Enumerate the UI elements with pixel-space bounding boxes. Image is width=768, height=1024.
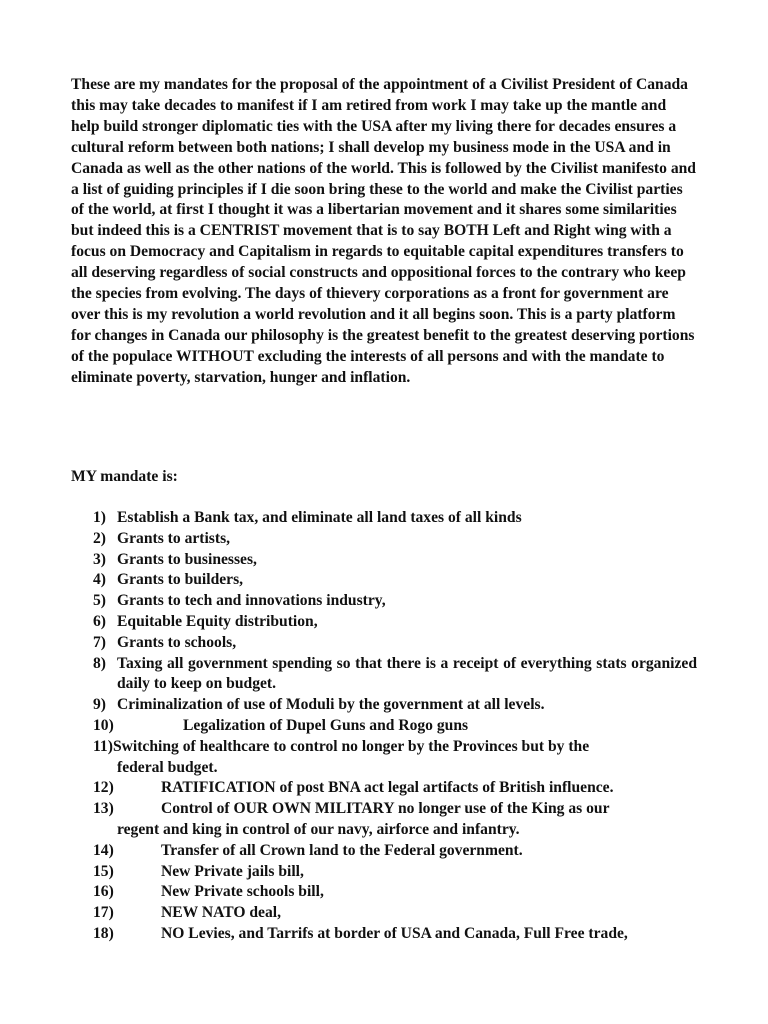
list-number: 6) bbox=[93, 612, 106, 630]
list-number: 18) bbox=[93, 924, 114, 942]
list-number: 10) bbox=[93, 716, 114, 734]
list-item bbox=[71, 654, 697, 696]
mandate-heading: MY mandate is: bbox=[71, 468, 178, 485]
list-item bbox=[71, 529, 697, 550]
list-text: Grants to artists, bbox=[117, 529, 231, 547]
list-item bbox=[71, 570, 697, 591]
list-item bbox=[71, 612, 697, 633]
list-item bbox=[71, 778, 697, 799]
list-number: 7) bbox=[93, 633, 106, 651]
list-text: New Private schools bill, bbox=[161, 883, 324, 901]
list-number: 13) bbox=[93, 800, 114, 818]
mandate-list bbox=[71, 508, 697, 945]
list-item bbox=[71, 550, 697, 571]
list-number: 14) bbox=[93, 841, 114, 859]
list-item bbox=[71, 799, 697, 841]
list-number: 1) bbox=[93, 509, 106, 526]
list-text: Criminalization of use of Moduli by the government at all levels. bbox=[117, 696, 545, 714]
list-item bbox=[71, 882, 697, 903]
list-item bbox=[71, 591, 697, 612]
list-number: 5) bbox=[93, 592, 106, 610]
list-item bbox=[71, 716, 697, 737]
list-number: 15) bbox=[93, 862, 114, 880]
list-text: Switching of healthcare to control no longer by the Provinces but by the bbox=[112, 737, 590, 755]
list-item bbox=[71, 737, 697, 779]
list-text: New Private jails bill, bbox=[161, 862, 304, 880]
list-text: NEW NATO deal, bbox=[161, 904, 282, 922]
list-text: Grants to businesses, bbox=[117, 550, 257, 568]
list-item bbox=[71, 841, 697, 862]
list-number: 17) bbox=[93, 904, 114, 922]
list-text: Equitable Equity distribution, bbox=[117, 612, 318, 630]
document-body bbox=[71, 75, 697, 389]
list-number: 3) bbox=[93, 550, 106, 568]
list-text: RATIFICATION of post BNA act legal artifacts of British influence. bbox=[161, 779, 614, 797]
list-text-continued: federal budget. bbox=[117, 758, 218, 776]
list-item bbox=[71, 903, 697, 924]
list-text: NO Levies, and Tarrifs at border of USA and Canada, Full Free trade, bbox=[161, 924, 628, 942]
list-text: Grants to builders, bbox=[117, 571, 244, 589]
list-item bbox=[71, 695, 697, 716]
list-number: 16) bbox=[93, 883, 114, 901]
list-number: 2) bbox=[93, 529, 106, 547]
list-text: Legalization of Dupel Guns and Rogo guns bbox=[183, 716, 469, 734]
list-text: Establish a Bank tax, and eliminate all land taxes of all kinds bbox=[117, 509, 522, 526]
list-number: 9) bbox=[93, 696, 106, 714]
list-text: Control of OUR OWN MILITARY no longer use of the King as our bbox=[161, 800, 610, 818]
list-item bbox=[71, 862, 697, 883]
list-number: 11) bbox=[93, 737, 113, 755]
list-number: 12) bbox=[93, 779, 114, 797]
list-number: 8) bbox=[93, 654, 106, 672]
list-item bbox=[71, 924, 697, 945]
intro-paragraph: These are my mandates for the proposal of the appointment of a Civilist President of Canada this may take decades to manifest if I am retired from work I may take up the mantle and help build stronger diplomatic ties with the USA after my living there for decades ensures a cultural reform between both nations; I shall develop my business mode in the USA and in Canada as well as the other nations of the world. This is followed by the Civilist manifesto and a list of guiding principles if I die soon bring these to the world and make the Civilist parties of the world, at first I thought it was a libertarian movement and it shares some similarities but indeed this is a CENTRIST movement that is to say BOTH Left and Right wing with a focus on Democracy and Capitalism in regards to equitable capital expenditures transfers to all deserving regardless of social constructs and oppositional forces to the contrary who keep the species from evolving. The days of thievery corporations as a front for government are over this is my revolution a world revolution and it all begins soon. This is a party platform for changes in Canada our philosophy is the greatest benefit to the greatest deserving portions of the populace WITHOUT excluding the interests of all persons and with the mandate to eliminate poverty, starvation, hunger and inflation. bbox=[71, 76, 696, 386]
list-text: Grants to schools, bbox=[117, 633, 237, 651]
list-text-continued: regent and king in control of our navy, airforce and infantry. bbox=[117, 820, 520, 838]
list-item bbox=[71, 508, 697, 529]
list-text: Transfer of all Crown land to the Federal government. bbox=[161, 841, 523, 859]
list-item bbox=[71, 633, 697, 654]
list-text: Taxing all government spending so that there is a receipt of everything stats organized daily to keep on budget. bbox=[117, 654, 697, 693]
list-text: Grants to tech and innovations industry, bbox=[117, 592, 386, 610]
list-number: 4) bbox=[93, 571, 106, 589]
